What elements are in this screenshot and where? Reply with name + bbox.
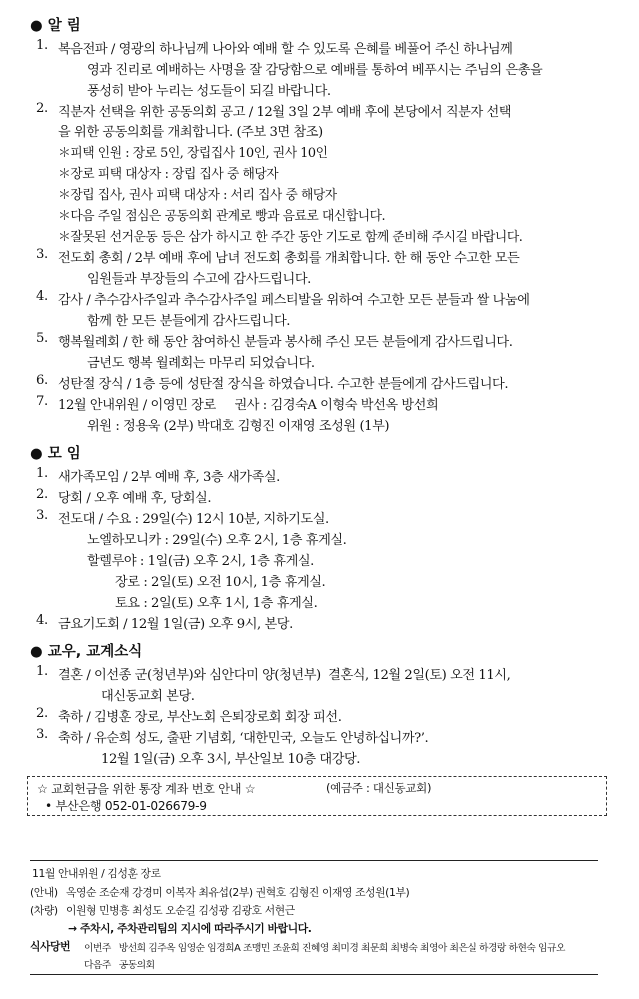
item-number: 3.	[36, 727, 48, 742]
item-text: 성탄절 장식 / 1층 등에 성탄절 장식을 하였습니다. 수고한 분들에게 감사드립니다.	[58, 377, 509, 392]
footer-divider-bottom	[30, 974, 598, 975]
november-ushers: 11월 안내위원 / 김성훈 장로	[32, 867, 161, 880]
meeting-item: 새가족모임 / 2부 예배 후, 3층 새가족실.	[58, 470, 280, 485]
meeting-item: 전도대 / 수요 : 29일(수) 12시 10분, 지하기도실.	[58, 512, 329, 527]
item-number: 6.	[36, 373, 48, 388]
account-box-title: ☆ 교회헌금을 위한 통장 계좌 번호 안내 ☆	[37, 782, 256, 796]
bullet-line: ＊장로 피택 대상자 : 장립 집사 중 해당자	[58, 167, 279, 182]
item-number: 3.	[36, 508, 48, 523]
item-continuation: 위원 : 정용욱 (2부) 박대호 김형진 이재영 조성원 (1부)	[87, 419, 390, 434]
fellowship-item: 결혼 / 이선종 군(청년부)와 심안다미 양(청년부) 결혼식, 12월 2일(토) 오전 11시,	[58, 668, 511, 683]
item-continuation: 12월 1일(금) 오후 3시, 부산일보 10층 대강당.	[101, 752, 361, 767]
item-number: 1.	[36, 664, 48, 679]
item-text: 감사 / 추수감사주일과 추수감사주일 페스티발을 위하여 수고한 모든 분들과 쌀 나눔에	[58, 293, 530, 308]
item-number: 5.	[36, 331, 48, 346]
bullet-line: ＊피택 인원 : 장로 5인, 장립집사 10인, 권사 10인	[58, 146, 328, 161]
item-text: 직분자 선택을 위한 공동의회 공고 / 12월 3일 2부 예배 후에 본당에서 직분자 선택	[58, 105, 512, 120]
item-continuation: 대신동교회 본당.	[101, 689, 195, 704]
meeting-sub-item: 장로 : 2일(토) 오전 10시, 1층 휴게실.	[115, 575, 326, 590]
guide-label: (안내)	[30, 886, 58, 899]
item-text: 전도회 총회 / 2부 예배 후에 남녀 전도회 총회를 개최합니다. 한 해 동안 수고한 모든	[58, 251, 520, 266]
item-text: 12월 안내위원 / 이영민 장로 권사 : 김경숙A 이형숙 박선옥 방선희	[58, 398, 439, 413]
section-title-fellowship: ● 교우, 교계소식	[30, 644, 143, 660]
item-number: 2.	[36, 101, 48, 116]
item-text: 복음전파 / 영광의 하나님께 나아와 예배 할 수 있도록 은혜를 베풀어 주신 하나님께	[58, 42, 513, 57]
meeting-sub-item: 토요 : 2일(토) 오후 1시, 1층 휴게실.	[115, 596, 318, 611]
item-number: 1.	[36, 466, 48, 481]
meal-duty-next-week: 다음주 공동의회	[84, 960, 155, 971]
item-number: 2.	[36, 706, 48, 721]
item-number: 4.	[36, 613, 48, 628]
account-holder: (예금주 : 대신동교회)	[326, 781, 432, 795]
fellowship-item: 축하 / 김병훈 장로, 부산노회 은퇴장로회 회장 피선.	[58, 710, 342, 725]
item-number: 3.	[36, 247, 48, 262]
item-continuation: 을 위한 공동의회를 개최합니다. (주보 3면 참조)	[58, 125, 323, 140]
item-number: 4.	[36, 289, 48, 304]
account-info-box	[27, 776, 607, 816]
item-number: 2.	[36, 487, 48, 502]
item-continuation: 함께 한 모든 분들에게 감사드립니다.	[87, 314, 291, 329]
meeting-sub-item: 할렐루야 : 1일(금) 오후 2시, 1층 휴게실.	[87, 554, 314, 569]
meeting-sub-item: 노엘하모니카 : 29일(수) 오후 2시, 1층 휴게실.	[87, 533, 347, 548]
item-number: 1.	[36, 38, 48, 53]
bullet-line: ＊잘못된 선거운동 등은 삼가 하시고 한 주간 동안 기도로 함께 준비해 주시길 바랍니다.	[58, 230, 523, 245]
meal-duty-label: 식사당번	[30, 940, 71, 953]
meeting-item: 금요기도회 / 12월 1일(금) 오후 9시, 본당.	[58, 617, 293, 632]
parking-label: (차량)	[30, 904, 58, 917]
footer-divider-top	[30, 860, 598, 861]
section-title-notices: ● 알 림	[30, 18, 81, 34]
item-continuation: 임원들과 부장들의 수고에 감사드립니다.	[87, 272, 311, 287]
item-text: 행복월례회 / 한 해 동안 참여하신 분들과 봉사해 주신 모든 분들에게 감사드립니다.	[58, 335, 513, 350]
parking-names: 이원형 민병흥 최성도 오순길 김성광 김광호 서현근	[66, 904, 295, 917]
meeting-item: 당회 / 오후 예배 후, 당회실.	[58, 491, 212, 506]
item-continuation: 금년도 행복 월례회는 마무리 되었습니다.	[87, 356, 315, 371]
item-number: 7.	[36, 394, 48, 409]
section-title-meetings: ● 모 임	[30, 446, 81, 462]
item-continuation: 영과 진리로 예배하는 사명을 잘 감당함으로 예배를 통하여 베푸시는 주님의 은총을	[87, 63, 543, 78]
bank-account: • 부산은행 052-01-026679-9	[45, 799, 207, 813]
item-continuation: 풍성히 받아 누리는 성도들이 되길 바랍니다.	[87, 84, 331, 99]
bullet-line: ＊장립 집사, 권사 피택 대상자 : 서리 집사 중 해당자	[58, 188, 337, 203]
parking-note: → 주차시, 주차관리팀의 지시에 따라주시기 바랍니다.	[68, 922, 312, 935]
meal-duty-this-week: 이번주 방선희 김주옥 임영순 임경희A 조맹민 조윤희 진혜영 최미경 최문희 최병숙 최영아 최은실 하경랑 하현숙 임규오	[84, 943, 565, 954]
guide-names: 옥영순 조순재 강경미 이복자 최유섭(2부) 권혁호 김형진 이재영 조성원(1부)	[66, 886, 410, 899]
bullet-line: ＊다음 주일 점심은 공동의회 관계로 빵과 음료로 대신합니다.	[58, 209, 386, 224]
fellowship-item: 축하 / 유순희 성도, 출판 기념회, ‘대한민국, 오늘도 안녕하십니까?’.	[58, 731, 429, 746]
